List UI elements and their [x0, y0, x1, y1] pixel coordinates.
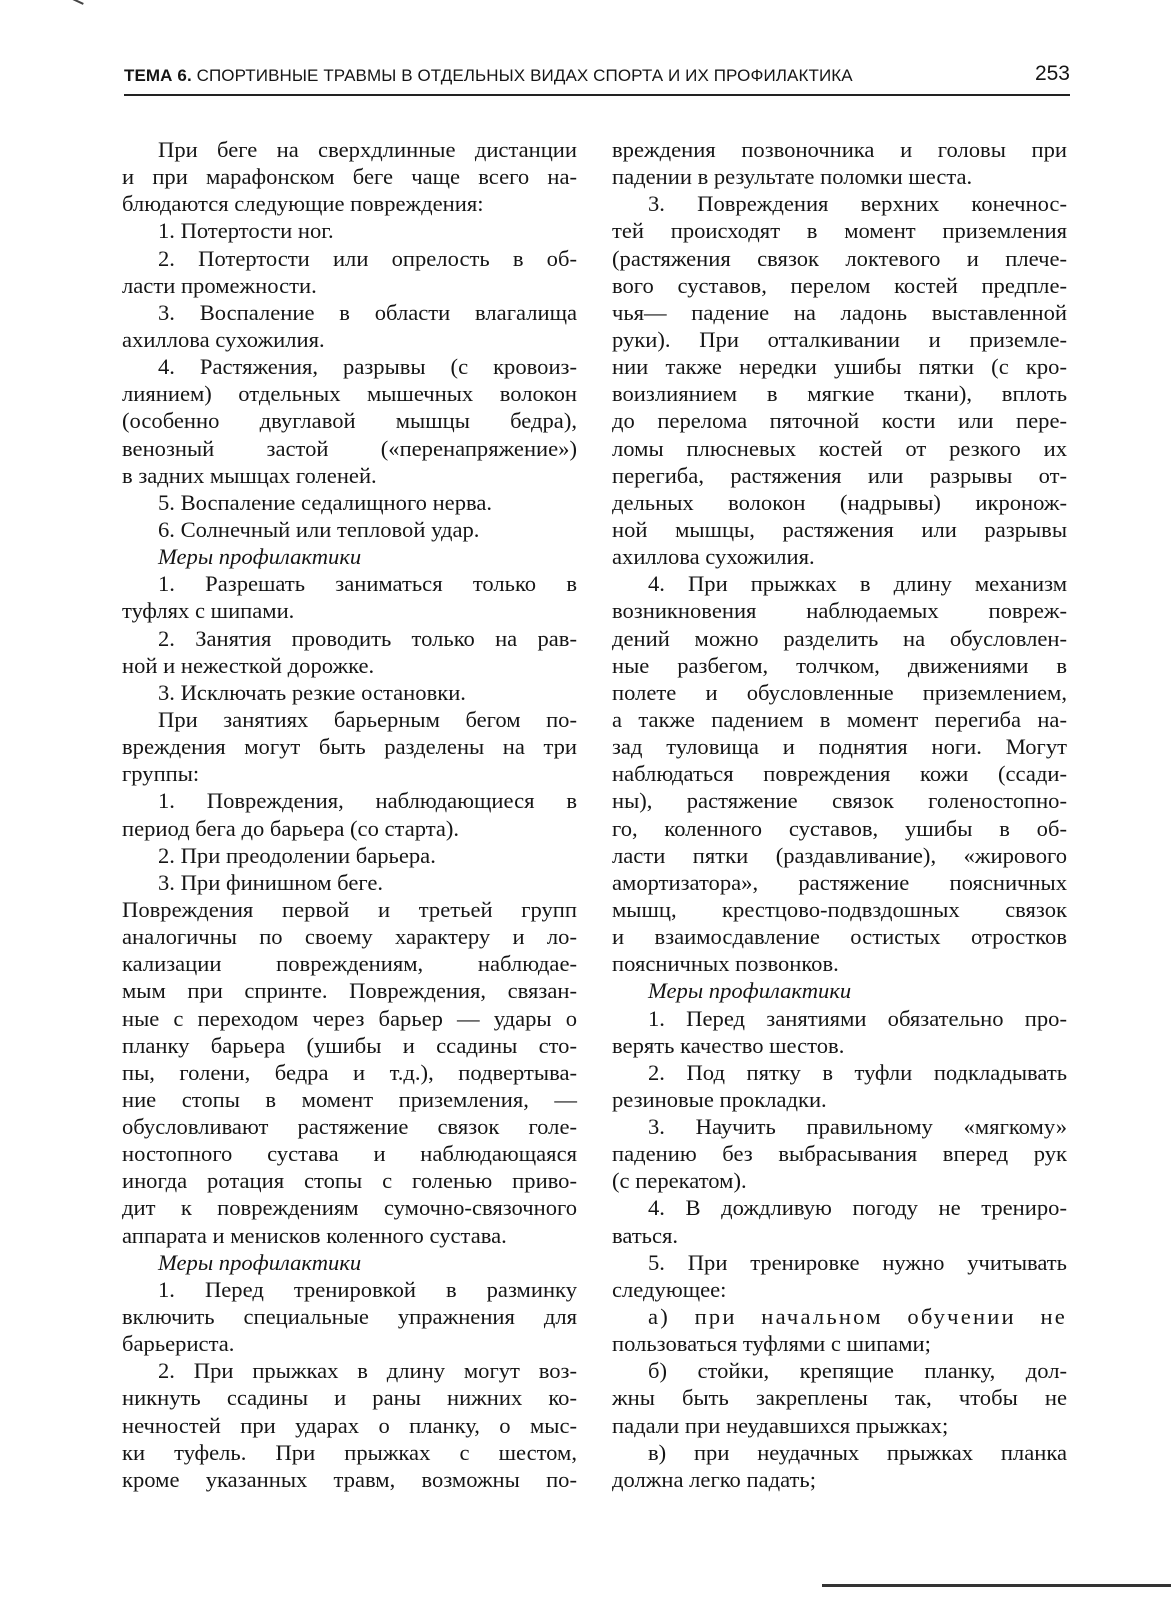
- text-line: и взаимосдавление остистых отростков: [612, 924, 1067, 950]
- text-line: 4. При прыжках в длину механизм: [648, 571, 1067, 597]
- text-line: тей происходят в момент приземления: [612, 218, 1067, 244]
- text-line: дельных волокон (надрывы) икронож-: [612, 489, 1067, 515]
- text-line: барьериста.: [122, 1331, 235, 1357]
- text-line: падению без выбрасывания вперед рук: [612, 1141, 1067, 1167]
- running-title: [124, 66, 853, 86]
- chapter-title: СПОРТИВНЫЕ ТРАВМЫ В ОТДЕЛЬНЫХ ВИДАХ СПОРТА И ИХ ПРОФИЛАКТИКА: [196, 66, 853, 85]
- text-line: 3. Научить правильному «мягкому»: [648, 1114, 1067, 1140]
- text-line: дений можно разделить на обусловлен-: [612, 625, 1067, 651]
- text-line: 3. При финишном беге.: [158, 869, 384, 895]
- text-line: блюдаются следующие повреждения:: [122, 191, 484, 217]
- section-heading: Меры профилактики: [158, 544, 362, 570]
- text-line: 1. Повреждения, наблюдающиеся в: [158, 788, 577, 814]
- text-line: ные разбегом, толчком, движениями в: [612, 652, 1067, 678]
- text-line: никнуть ссадины и раны нижних ко-: [122, 1385, 577, 1411]
- text-line: пользоваться туфлями с шипами;: [612, 1331, 931, 1357]
- topic-label: ТЕМА 6.: [124, 66, 192, 85]
- text-line: 1. Перед занятиями обязательно про-: [648, 1005, 1067, 1031]
- text-line: лиянием) отдельных мышечных волокон: [122, 381, 577, 407]
- text-line: При беге на сверхдлинные дистанции: [158, 137, 577, 162]
- text-line: планку барьера (ушибы и ссадины сто-: [122, 1032, 577, 1058]
- page-number: 253: [1034, 62, 1070, 85]
- text-line: аппарата и менисков коленного сустава.: [122, 1222, 507, 1248]
- text-line: чья— падение на ладонь выставленной: [612, 299, 1067, 325]
- text-line: 2. Потертости или опрелость в об-: [158, 245, 577, 271]
- text-line: воизлиянием в мягкие ткани), вплоть: [612, 381, 1067, 407]
- text-line: жны быть закреплены так, чтобы не: [612, 1385, 1067, 1411]
- text-line: иногда ротация стопы с голенью приво-: [122, 1168, 577, 1194]
- text-line: б) стойки, крепящие планку, дол-: [648, 1358, 1067, 1384]
- text-line: 1. Перед тренировкой в разминку: [158, 1276, 577, 1302]
- text-line: следующее:: [612, 1276, 727, 1302]
- text-line: 2. Занятия проводить только на рав-: [158, 625, 577, 651]
- text-line: 2. При прыжках в длину могут воз-: [158, 1358, 577, 1384]
- text-line: группы:: [122, 761, 200, 787]
- text-line: 5. Воспаление седалищного нерва.: [158, 489, 493, 515]
- text-line: ностопного сустава и наблюдающаяся: [122, 1141, 577, 1167]
- text-line: туфлях с шипами.: [122, 598, 295, 624]
- running-header: [124, 60, 1070, 96]
- text-line: а также падением в момент перегиба на-: [612, 706, 1067, 732]
- footer-rule: [822, 1584, 1171, 1587]
- text-line: ласти пятки (раздавливание), «жирового: [612, 842, 1067, 868]
- text-line: ахиллова сухожилия.: [612, 544, 815, 570]
- text-line: 4. Растяжения, разрывы (с кровоиз-: [158, 354, 577, 380]
- text-line: 5. При тренировке нужно учитывать: [648, 1249, 1067, 1275]
- text-line: обусловливают растяжение связок голе-: [122, 1114, 577, 1140]
- text-line: включить специальные упражнения для: [122, 1304, 577, 1330]
- section-heading: Меры профилактики: [158, 1249, 362, 1275]
- text-line: нии также нередки ушибы пятки (с кро-: [612, 354, 1067, 380]
- text-line: падали при неудавшихся прыжках;: [612, 1412, 949, 1438]
- text-line: венозный застой («перенапряжение»): [122, 435, 577, 461]
- text-line: и при марафонском беге чаще всего на-: [122, 164, 577, 190]
- text-line: ние стопы в момент приземления, —: [122, 1086, 577, 1112]
- text-line: наблюдаться повреждения кожи (ссади-: [612, 761, 1067, 787]
- text-line: аналогичны по своему характеру и ло-: [122, 924, 577, 950]
- text-line: (особенно двуглавой мышцы бедра),: [122, 408, 577, 434]
- left-column: [122, 136, 577, 1493]
- text-line: в) при неудачных прыжках планка: [648, 1439, 1067, 1465]
- text-line: резиновые прокладки.: [612, 1086, 827, 1112]
- text-line: зад туловища и поднятия ноги. Могут: [612, 734, 1067, 760]
- text-line: При занятиях барьерным бегом по-: [158, 706, 577, 732]
- right-column: [612, 136, 1067, 1493]
- text-line: возникновения наблюдаемых повреж-: [612, 598, 1067, 624]
- text-line: нечностей при ударах о планку, о мыс-: [122, 1412, 577, 1438]
- text-line: вреждения позвоночника и головы при: [612, 137, 1067, 162]
- text-line: ахиллова сухожилия.: [122, 326, 325, 352]
- text-line: амортизатора», растяжение поясничных: [612, 869, 1067, 895]
- text-line: до перелома пяточной кости или пере-: [612, 408, 1067, 434]
- text-line: мышц, крестцово-подвздошных связок: [612, 896, 1067, 922]
- text-line: Повреждения первой и третьей групп: [122, 896, 577, 922]
- text-line: 2. Под пятку в туфли подкладывать: [648, 1059, 1067, 1085]
- text-line: а) при начальном обучении не: [648, 1304, 1067, 1330]
- text-line: (с перекатом).: [612, 1168, 747, 1194]
- text-line: кроме указанных травм, возможны по-: [122, 1466, 577, 1492]
- text-line: в задних мышцах голеней.: [122, 462, 377, 488]
- section-heading: Меры профилактики: [648, 978, 852, 1004]
- text-line: ломы плюсневых костей от резкого их: [612, 435, 1067, 461]
- text-line: го, коленного суставов, ушибы в об-: [612, 815, 1067, 841]
- text-line: 3. Воспаление в области влагалища: [158, 299, 577, 325]
- text-line: ваться.: [612, 1222, 679, 1248]
- text-line: вреждения могут быть разделены на три: [122, 734, 577, 760]
- text-line: ки туфель. При прыжках с шестом,: [122, 1439, 577, 1465]
- text-line: период бега до барьера (со старта).: [122, 815, 460, 841]
- scan-mark: [70, 0, 84, 5]
- text-line: руки). При отталкивании и приземле-: [612, 326, 1067, 352]
- text-line: 3. Исключать резкие остановки.: [158, 679, 466, 705]
- text-line: ласти промежности.: [122, 272, 317, 298]
- text-line: падении в результате поломки шеста.: [612, 164, 973, 190]
- text-line: кализации повреждениям, наблюдае-: [122, 951, 577, 977]
- text-line: верять качество шестов.: [612, 1032, 845, 1058]
- text-line: должна легко падать;: [612, 1466, 817, 1492]
- text-line: пы, голени, бедра и т.д.), подвертыва-: [122, 1059, 577, 1085]
- text-line: 1. Разрешать заниматься только в: [158, 571, 577, 597]
- text-line: полете и обусловленные приземлением,: [612, 679, 1067, 705]
- text-line: дит к повреждениям сумочно-связочного: [122, 1195, 577, 1221]
- text-line: ной и нежесткой дорожке.: [122, 652, 375, 678]
- text-line: 6. Солнечный или тепловой удар.: [158, 516, 480, 542]
- text-line: 3. Повреждения верхних конечнос-: [648, 191, 1067, 217]
- text-line: вого суставов, перелом костей предпле-: [612, 272, 1067, 298]
- text-line: ны), растяжение связок голеностопно-: [612, 788, 1067, 814]
- text-line: перегиба, растяжения или разрывы от-: [612, 462, 1067, 488]
- text-line: ные с переходом через барьер — удары о: [122, 1005, 577, 1031]
- text-line: (растяжения связок локтевого и плече-: [612, 245, 1067, 271]
- text-line: поясничных позвонков.: [612, 951, 839, 977]
- text-line: 1. Потертости ног.: [158, 218, 334, 244]
- text-line: 4. В дождливую погоду не трениро-: [648, 1195, 1067, 1221]
- text-line: мым при спринте. Повреждения, связан-: [122, 978, 577, 1004]
- text-line: ной мышцы, растяжения или разрывы: [612, 516, 1067, 542]
- text-line: 2. При преодолении барьера.: [158, 842, 436, 868]
